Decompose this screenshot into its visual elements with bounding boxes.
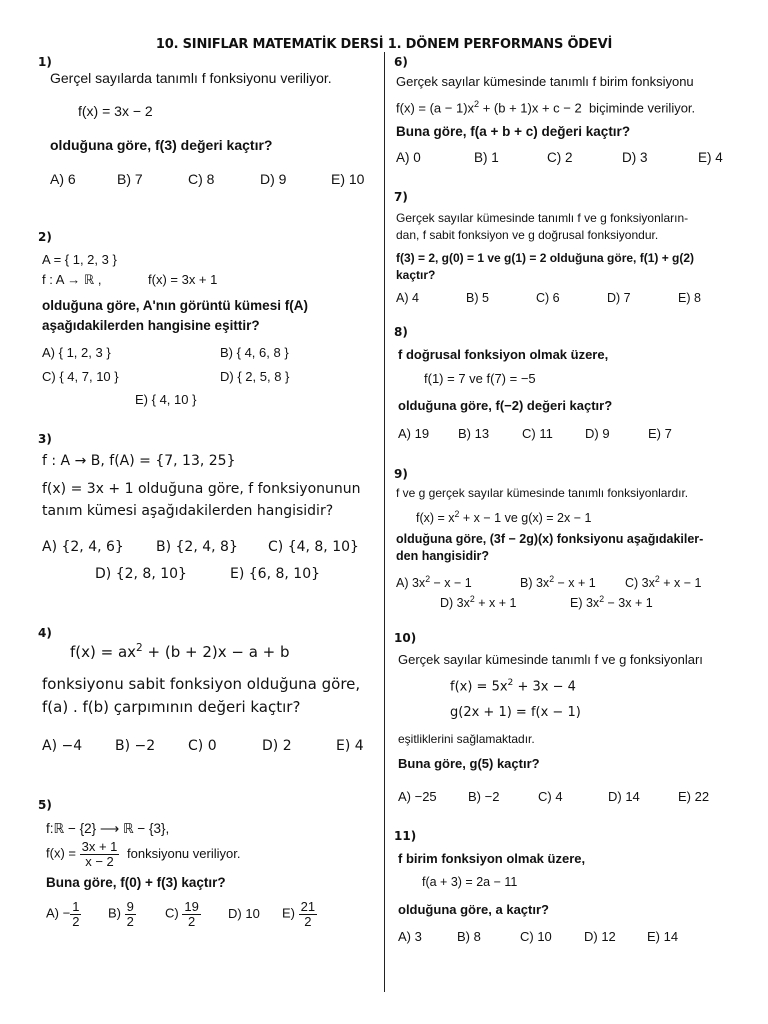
equation-2: g(2x + 1) = f(x − 1) [450,705,581,720]
option-d[interactable]: D) 14 [608,789,640,804]
option-d[interactable]: D) 12 [584,929,616,944]
question-number: 9) [394,467,408,481]
option-a[interactable]: A) −25 [398,789,437,804]
option-e[interactable]: E) 14 [647,929,679,944]
option-c[interactable]: C) {4, 8, 10} [268,539,359,555]
question-number: 7) [394,190,408,204]
option-a[interactable]: A) − $\frac{1}{2}$ [46,899,80,929]
option-d[interactable]: D) { 2, 5, 8 } [220,369,290,384]
option-e[interactable]: E) 4 [336,738,364,754]
option-e[interactable]: E) 7 [648,426,672,441]
option-c[interactable]: C) 4 [538,789,563,804]
option-b[interactable]: B) { 4, 6, 8 } [220,345,289,360]
question-prompt: f(3) = 2, g(0) = 1 ve g(1) = 2 olduğuna göre, f(1) + g(2) [396,251,695,265]
question-text: Gerçek sayılar kümesinde tanımlı f ve g fonksiyonların- [396,211,689,225]
formula: $f(x) = ax^2 + (b + 2)x - a + b$ [70,642,290,661]
option-e[interactable]: E) 4 [698,150,723,165]
question-number: 6) [394,55,408,69]
option-e[interactable]: E) $3x^2 - 3x + 1$ [570,594,653,611]
mapping: f:ℝ − {2} ⟶ ℝ − {3}, [46,821,170,836]
question-number: 4) [38,626,52,640]
option-b[interactable]: B) −2 [115,738,156,754]
option-e[interactable]: E) $\frac{21}{2}$ [282,899,316,929]
formula: $f(x) = x^2 + x - 1$ ve g(x) = 2x − 1 [416,509,592,526]
fraction: $\frac{3x + 1}{x - 2}$ [81,839,118,869]
option-b[interactable]: B) 5 [466,291,489,305]
option-c[interactable]: C) 0 [188,738,217,754]
question-number: 1) [38,55,52,69]
option-e[interactable]: E) 22 [678,789,710,804]
option-a[interactable]: A) { 1, 2, 3 } [42,345,111,360]
mapping: f : A → ℝ , [42,272,102,287]
option-c[interactable]: C) $3x^2 + x - 1$ [625,574,702,591]
option-c[interactable]: C) 6 [536,291,560,305]
formula: f(x) = $\frac{3x + 1}{x - 2}$ fonksiyonu veriliyor. [46,839,241,869]
option-b[interactable]: B) {2, 4, 8} [156,539,238,555]
option-e[interactable]: E) 8 [678,291,701,305]
option-b[interactable]: B) $3x^2 - x + 1$ [520,574,596,591]
option-e[interactable]: E) { 4, 10 } [135,392,197,407]
option-c[interactable]: C) 8 [188,171,215,187]
question-prompt: Buna göre, g(5) kaçtır? [398,756,540,771]
question-prompt-2: kaçtır? [396,268,436,282]
option-a[interactable]: A) 0 [396,150,421,165]
question-text: f doğrusal fonksiyon olmak üzere, [398,347,609,362]
question-prompt: f(a) . f(b) çarpımının değeri kaçtır? [42,698,301,716]
formula: f(x) = 3x + 1 [148,272,218,287]
option-b[interactable]: B) 13 [458,426,490,441]
question-number: 10) [394,631,417,645]
option-a[interactable]: A) −4 [42,738,83,754]
option-a[interactable]: A) 3 [398,929,422,944]
question-number: 3) [38,432,52,446]
option-d[interactable]: D) 7 [607,291,631,305]
question-prompt: olduğuna göre, f(3) değeri kaçtır? [50,137,273,153]
question-text: f birim fonksiyon olmak üzere, [398,851,586,866]
option-a[interactable]: A) 19 [398,426,430,441]
formula: f(1) = 7 ve f(7) = −5 [424,371,536,386]
option-b[interactable]: B) $\frac{9}{2}$ [108,899,134,929]
question-text-2: tanım kümesi aşağıdakilerden hangisidir? [42,503,334,519]
option-e[interactable]: E) 10 [331,171,365,187]
question-number: 11) [394,829,417,843]
question-text: Gerçek sayılar kümesinde tanımlı f ve g fonksiyonları [398,652,703,667]
question-text-2: dan, f sabit fonksiyon ve g doğrusal fonksiyondur. [396,228,659,242]
question-prompt: olduğuna göre, f(−2) değeri kaçtır? [398,398,613,413]
question-prompt: olduğuna göre, a kaçtır? [398,902,549,917]
option-a[interactable]: A) {2, 4, 6} [42,539,124,555]
question-text: Gerçek sayılar kümesinde tanımlı f birim fonksiyonu [396,74,694,89]
equation-1: $f(x) = 5x^2 + 3x - 4$ [450,678,576,695]
question-number: 8) [394,325,408,339]
option-c[interactable]: C) { 4, 7, 10 } [42,369,119,384]
option-d[interactable]: D) 9 [260,171,287,187]
question-number: 2) [38,230,52,244]
option-d[interactable]: D) 3 [622,150,648,165]
question-text: fonksiyonu sabit fonksiyon olduğuna göre, [42,675,361,693]
question-prompt: olduğuna göre, A'nın görüntü kümesi f(A) [42,298,308,313]
option-d[interactable]: D) 2 [262,738,292,754]
formula: $f(x) = (a - 1)x^2 + (b + 1)x + c - 2$ biçiminde veriliyor. [396,99,696,116]
option-b[interactable]: B) −2 [468,789,500,804]
question-prompt: Buna göre, f(0) + f(3) kaçtır? [46,875,226,890]
option-d[interactable]: D) 10 [228,906,260,921]
option-c[interactable]: C) $\frac{19}{2}$ [165,899,199,929]
question-text: f(x) = 3x + 1 olduğuna göre, f fonksiyonunun [42,481,361,497]
option-c[interactable]: C) 2 [547,150,573,165]
question-text-2: eşitliklerini sağlamaktadır. [398,732,535,746]
set-definition: A = { 1, 2, 3 } [42,252,117,267]
option-b[interactable]: B) 7 [117,171,143,187]
option-b[interactable]: B) 1 [474,150,499,165]
formula: f(x) = 3x − 2 [78,103,153,119]
option-d[interactable]: D) $3x^2 + x + 1$ [440,594,517,611]
question-prompt: Buna göre, f(a + b + c) değeri kaçtır? [396,124,631,139]
mapping: f : A → B, f(A) = {7, 13, 25} [42,453,236,469]
option-d[interactable]: D) {2, 8, 10} [95,566,187,582]
formula: f(a + 3) = 2a − 11 [422,875,518,889]
option-a[interactable]: A) 4 [396,291,419,305]
option-a[interactable]: A) 6 [50,171,76,187]
question-prompt: olduğuna göre, (3f − 2g)(x) fonksiyonu aşağıdakiler- [396,532,704,546]
option-c[interactable]: C) 11 [522,426,553,441]
column-divider [384,52,385,992]
option-e[interactable]: E) {6, 8, 10} [230,566,321,582]
question-number: 5) [38,798,52,812]
option-a[interactable]: A) $3x^2 - x - 1$ [396,574,472,591]
page-title: 10. SINIFLAR MATEMATİK DERSİ 1. DÖNEM PERFORMANS ÖDEVİ [155,37,613,52]
option-b[interactable]: B) 8 [457,929,481,944]
question-text: f ve g gerçek sayılar kümesinde tanımlı fonksiyonlardır. [396,486,689,500]
option-c[interactable]: C) 10 [520,929,552,944]
question-prompt-2: den hangisidir? [396,549,490,563]
question-text: Gerçel sayılarda tanımlı f fonksiyonu veriliyor. [50,70,332,86]
option-d[interactable]: D) 9 [585,426,610,441]
question-prompt-2: aşağıdakilerden hangisine eşittir? [42,318,260,333]
